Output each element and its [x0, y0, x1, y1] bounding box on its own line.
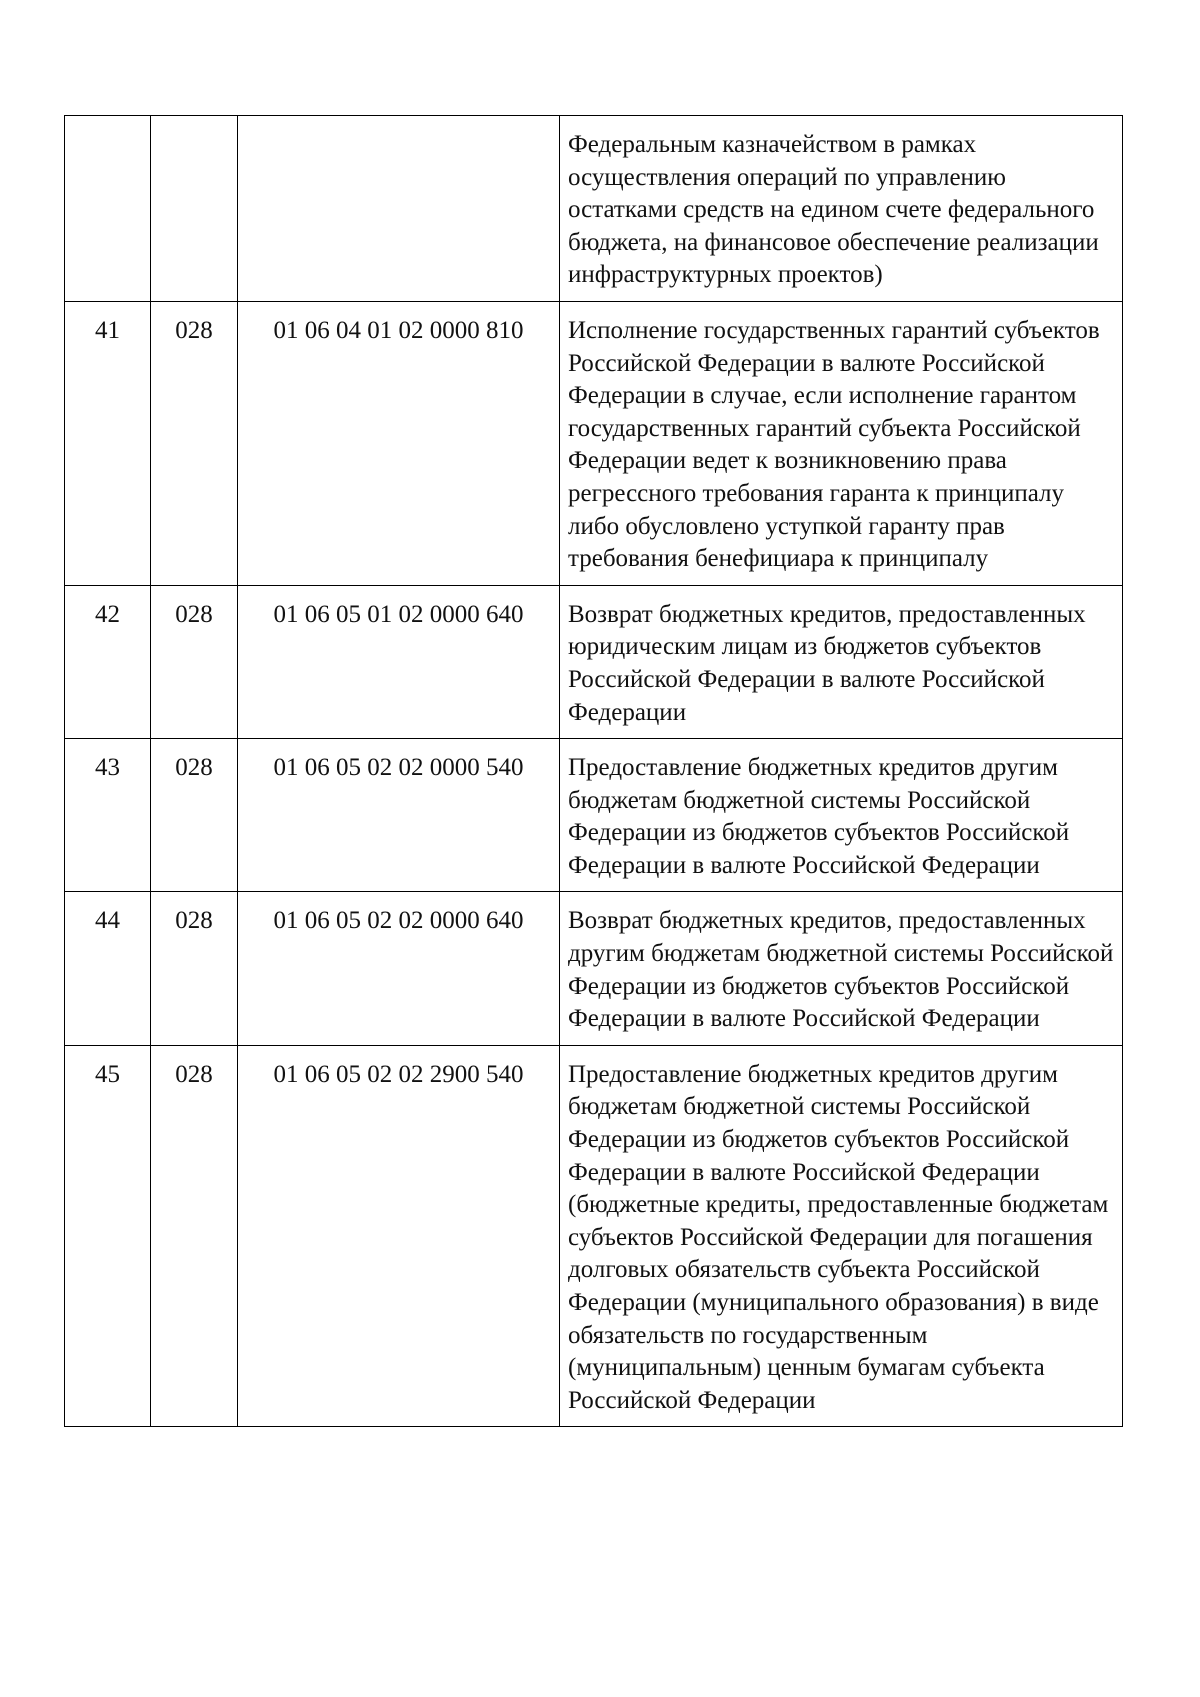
table-row	[65, 1045, 1123, 1427]
description-cell: Возврат бюджетных кредитов, предоставленных другим бюджетам бюджетной системы Российской Федерации из бюджетов субъектов Российской Федерации в валюте Российской Федерации	[560, 892, 1123, 1045]
row-number-cell: 41	[65, 301, 151, 585]
table-row	[65, 739, 1123, 892]
admin-code-cell: 028	[151, 1045, 238, 1427]
budget-code-table	[64, 115, 1123, 1427]
table-row	[65, 301, 1123, 585]
row-number-cell: 45	[65, 1045, 151, 1427]
row-number-cell: 43	[65, 739, 151, 892]
description-cell: Предоставление бюджетных кредитов другим бюджетам бюджетной системы Российской Федерации из бюджетов субъектов Российской Федерации в валюте Российской Федерации	[560, 739, 1123, 892]
table-row	[65, 585, 1123, 738]
row-number-cell: 44	[65, 892, 151, 1045]
budget-classification-code-cell	[238, 116, 560, 302]
budget-classification-code-cell: 01 06 05 02 02 2900 540	[238, 1045, 560, 1427]
admin-code-cell: 028	[151, 892, 238, 1045]
description-cell: Предоставление бюджетных кредитов другим бюджетам бюджетной системы Российской Федерации из бюджетов субъектов Российской Федерации в валюте Российской Федерации (бюджетные кредиты, предоставленные бюджетам субъектов Российской Федерации для погашения долговых обязательств субъекта Российской Федерации (муниципального образования) в виде обязательств по государственным (муниципальным) ценным бумагам субъекта Российской Федерации	[560, 1045, 1123, 1427]
description-cell: Федеральным казначейством в рамках осуществления операций по управлению остатками средств на едином счете федерального бюджета, на финансовое обеспечение реализации инфраструктурных проектов)	[560, 116, 1123, 302]
budget-classification-code-cell: 01 06 05 02 02 0000 640	[238, 892, 560, 1045]
table-row	[65, 892, 1123, 1045]
budget-classification-code-cell: 01 06 05 02 02 0000 540	[238, 739, 560, 892]
admin-code-cell	[151, 116, 238, 302]
table-row	[65, 116, 1123, 302]
budget-classification-code-cell: 01 06 04 01 02 0000 810	[238, 301, 560, 585]
description-cell: Возврат бюджетных кредитов, предоставленных юридическим лицам из бюджетов субъектов Российской Федерации в валюте Российской Федерации	[560, 585, 1123, 738]
admin-code-cell: 028	[151, 585, 238, 738]
admin-code-cell: 028	[151, 739, 238, 892]
budget-classification-code-cell: 01 06 05 01 02 0000 640	[238, 585, 560, 738]
admin-code-cell: 028	[151, 301, 238, 585]
row-number-cell	[65, 116, 151, 302]
description-cell: Исполнение государственных гарантий субъектов Российской Федерации в валюте Российской Федерации в случае, если исполнение гарантом государственных гарантий субъекта Российской Федерации ведет к возникновению права регрессного требования гаранта к принципалу либо обусловлено уступкой гаранту прав требования бенефициара к принципалу	[560, 301, 1123, 585]
row-number-cell: 42	[65, 585, 151, 738]
